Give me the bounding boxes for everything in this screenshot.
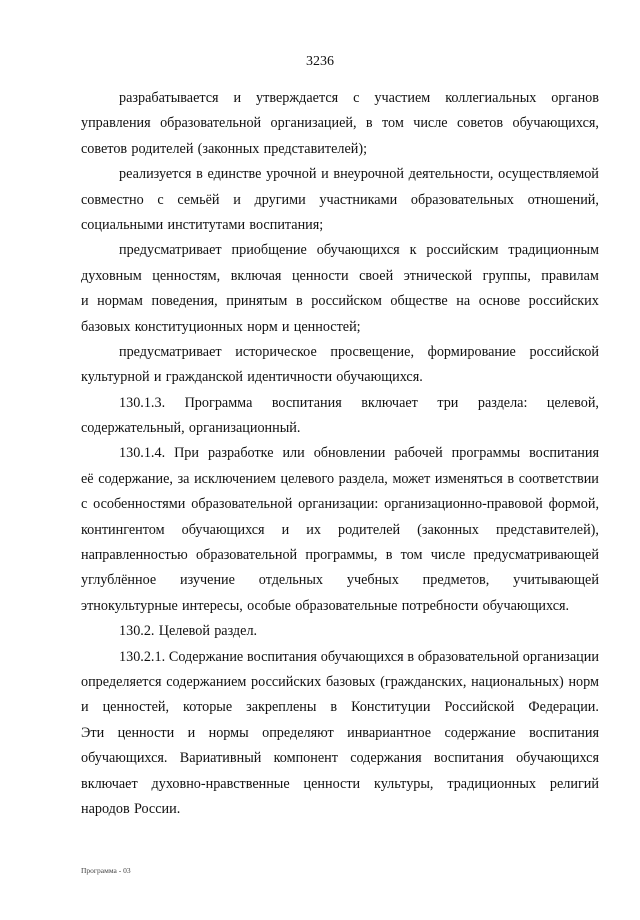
footer-label: Программа - 03 — [81, 866, 131, 875]
text-line: культурной и гражданской идентичности обучающихся. — [81, 369, 423, 386]
text-line: 130.1.3. Программа воспитания включает три раздела: целевой, — [119, 394, 599, 411]
text-line: реализуется в единстве урочной и внеурочной деятельности, осуществляемой — [119, 166, 599, 183]
text-line: 130.2. Целевой раздел. — [119, 623, 258, 640]
text-line: и ценностей, которые закреплены в Конституции Российской Федерации. — [81, 699, 599, 716]
text-line: духовным ценностям, включая ценности своей этнической группы, правилам — [81, 267, 599, 284]
text-line: этнокультурные интересы, особые образовательные потребности обучающихся. — [81, 597, 570, 614]
text-line: разрабатывается и утверждается с участием коллегиальных органов — [119, 90, 599, 106]
text-line: совместно с семьёй и другими участниками образовательных отношений, — [81, 191, 599, 208]
text-line: её содержание, за исключением целевого раздела, может изменяться в соответствии — [81, 470, 599, 487]
text-line: Эти ценности и нормы определяют инвариантное содержание воспитания — [81, 724, 599, 741]
text-line: социальными институтами воспитания; — [81, 216, 324, 233]
text-line: советов родителей (законных представителей); — [81, 140, 368, 157]
text-line: базовых конституционных норм и ценностей; — [81, 318, 361, 335]
text-line: включает духовно-нравственные ценности культуры, традиционных религий — [81, 775, 599, 792]
text-line: 130.1.4. При разработке или обновлении рабочей программы воспитания — [119, 445, 599, 462]
text-line: направленностью образовательной программы, в том числе предусматривающей — [81, 547, 599, 564]
text-line: и нормам поведения, принятым в российском обществе на основе российских — [81, 293, 599, 310]
text-line: управления образовательной организацией, в том числе советов обучающихся, — [81, 115, 599, 132]
text-line: контингентом обучающихся и их родителей (законных представителей), — [81, 521, 599, 538]
text-line: углублённое изучение отдельных учебных предметов, учитывающей — [81, 572, 599, 589]
text-line: обучающихся. Вариативный компонент содержания воспитания обучающихся — [81, 750, 599, 767]
text-line: 130.2.1. Содержание воспитания обучающихся в образовательной организации — [119, 648, 599, 665]
text-line: с особенностями образовательной организации: организационно-правовой формой, — [81, 496, 599, 513]
text-line: определяется содержанием российских базовых (гражданских, национальных) норм — [81, 673, 599, 690]
text-line: предусматривает приобщение обучающихся к российским традиционным — [119, 242, 599, 259]
page-number: 3236 — [306, 54, 334, 69]
text-line: предусматривает историческое просвещение, формирование российской — [119, 343, 599, 360]
text-line: народов России. — [81, 800, 181, 817]
body-text — [81, 86, 599, 822]
text-line: содержательный, организационный. — [81, 420, 301, 437]
